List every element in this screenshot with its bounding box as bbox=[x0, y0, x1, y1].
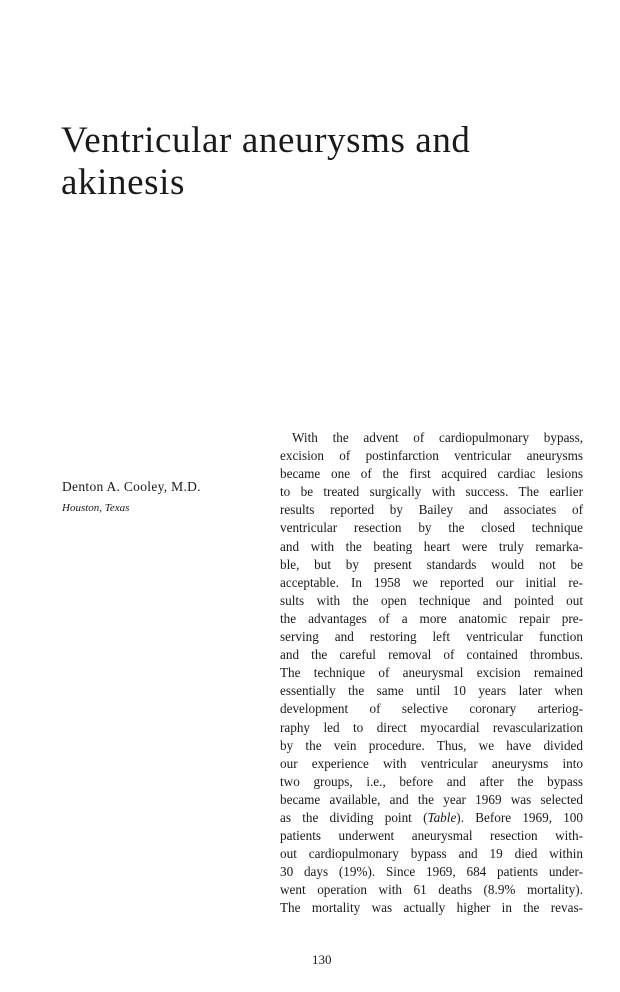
table-reference: Table bbox=[427, 809, 457, 825]
body-line: acceptable. In 1958 we reported our initial re- bbox=[280, 574, 583, 590]
body-line: ble, but by present standards would not be bbox=[280, 556, 583, 572]
body-line: With the advent of cardiopulmonary bypass, bbox=[292, 430, 583, 445]
body-line: essentially the same until 10 years later when bbox=[280, 683, 583, 699]
body-line: and the careful removal of contained thrombus. bbox=[280, 647, 583, 663]
body-line: patients underwent aneurysmal resection with- bbox=[280, 828, 583, 844]
title-line-1: Ventricular aneurysms and bbox=[61, 120, 471, 161]
author-name: Denton A. Cooley, M.D. bbox=[62, 479, 201, 494]
body-line: The mortality was actually higher in the revas- bbox=[280, 900, 583, 916]
body-line: 30 days (19%). Since 1969, 684 patients under- bbox=[280, 864, 583, 880]
body-line: excision of postinfarction ventricular aneurysms bbox=[280, 448, 583, 464]
body-line: the advantages of a more anatomic repair pre- bbox=[280, 610, 583, 626]
body-text bbox=[280, 429, 583, 918]
title-line-2: akinesis bbox=[61, 162, 186, 203]
body-line: results reported by Bailey and associates of bbox=[280, 502, 583, 518]
article-title bbox=[61, 120, 581, 204]
body-line: became available, and the year 1969 was selected bbox=[280, 791, 583, 807]
body-line: to be treated surgically with success. The earlier bbox=[280, 484, 583, 500]
body-line: out cardiopulmonary bypass and 19 died within bbox=[280, 846, 583, 862]
body-line: our experience with ventricular aneurysms into bbox=[280, 755, 583, 771]
body-line: went operation with 61 deaths (8.9% mortality). bbox=[280, 882, 583, 898]
body-line: became one of the first acquired cardiac lesions bbox=[280, 466, 583, 482]
body-line: by the vein procedure. Thus, we have divided bbox=[280, 737, 583, 753]
body-line: serving and restoring left ventricular function bbox=[280, 629, 583, 645]
body-line: sults with the open technique and pointed out bbox=[280, 592, 583, 608]
page-number: 130 bbox=[312, 952, 332, 967]
body-line: raphy led to direct myocardial revascularization bbox=[280, 719, 583, 735]
body-line: as the dividing point (Table). Before 1969, 100 bbox=[280, 809, 583, 825]
body-line: The technique of aneurysmal excision remained bbox=[280, 665, 583, 681]
author-affiliation: Houston, Texas bbox=[62, 502, 130, 514]
body-line: two groups, i.e., before and after the bypass bbox=[280, 773, 583, 789]
body-line: development of selective coronary arteriog- bbox=[280, 701, 583, 717]
body-line: and with the beating heart were truly remarka- bbox=[280, 538, 583, 554]
body-line: ventricular resection by the closed technique bbox=[280, 520, 583, 536]
